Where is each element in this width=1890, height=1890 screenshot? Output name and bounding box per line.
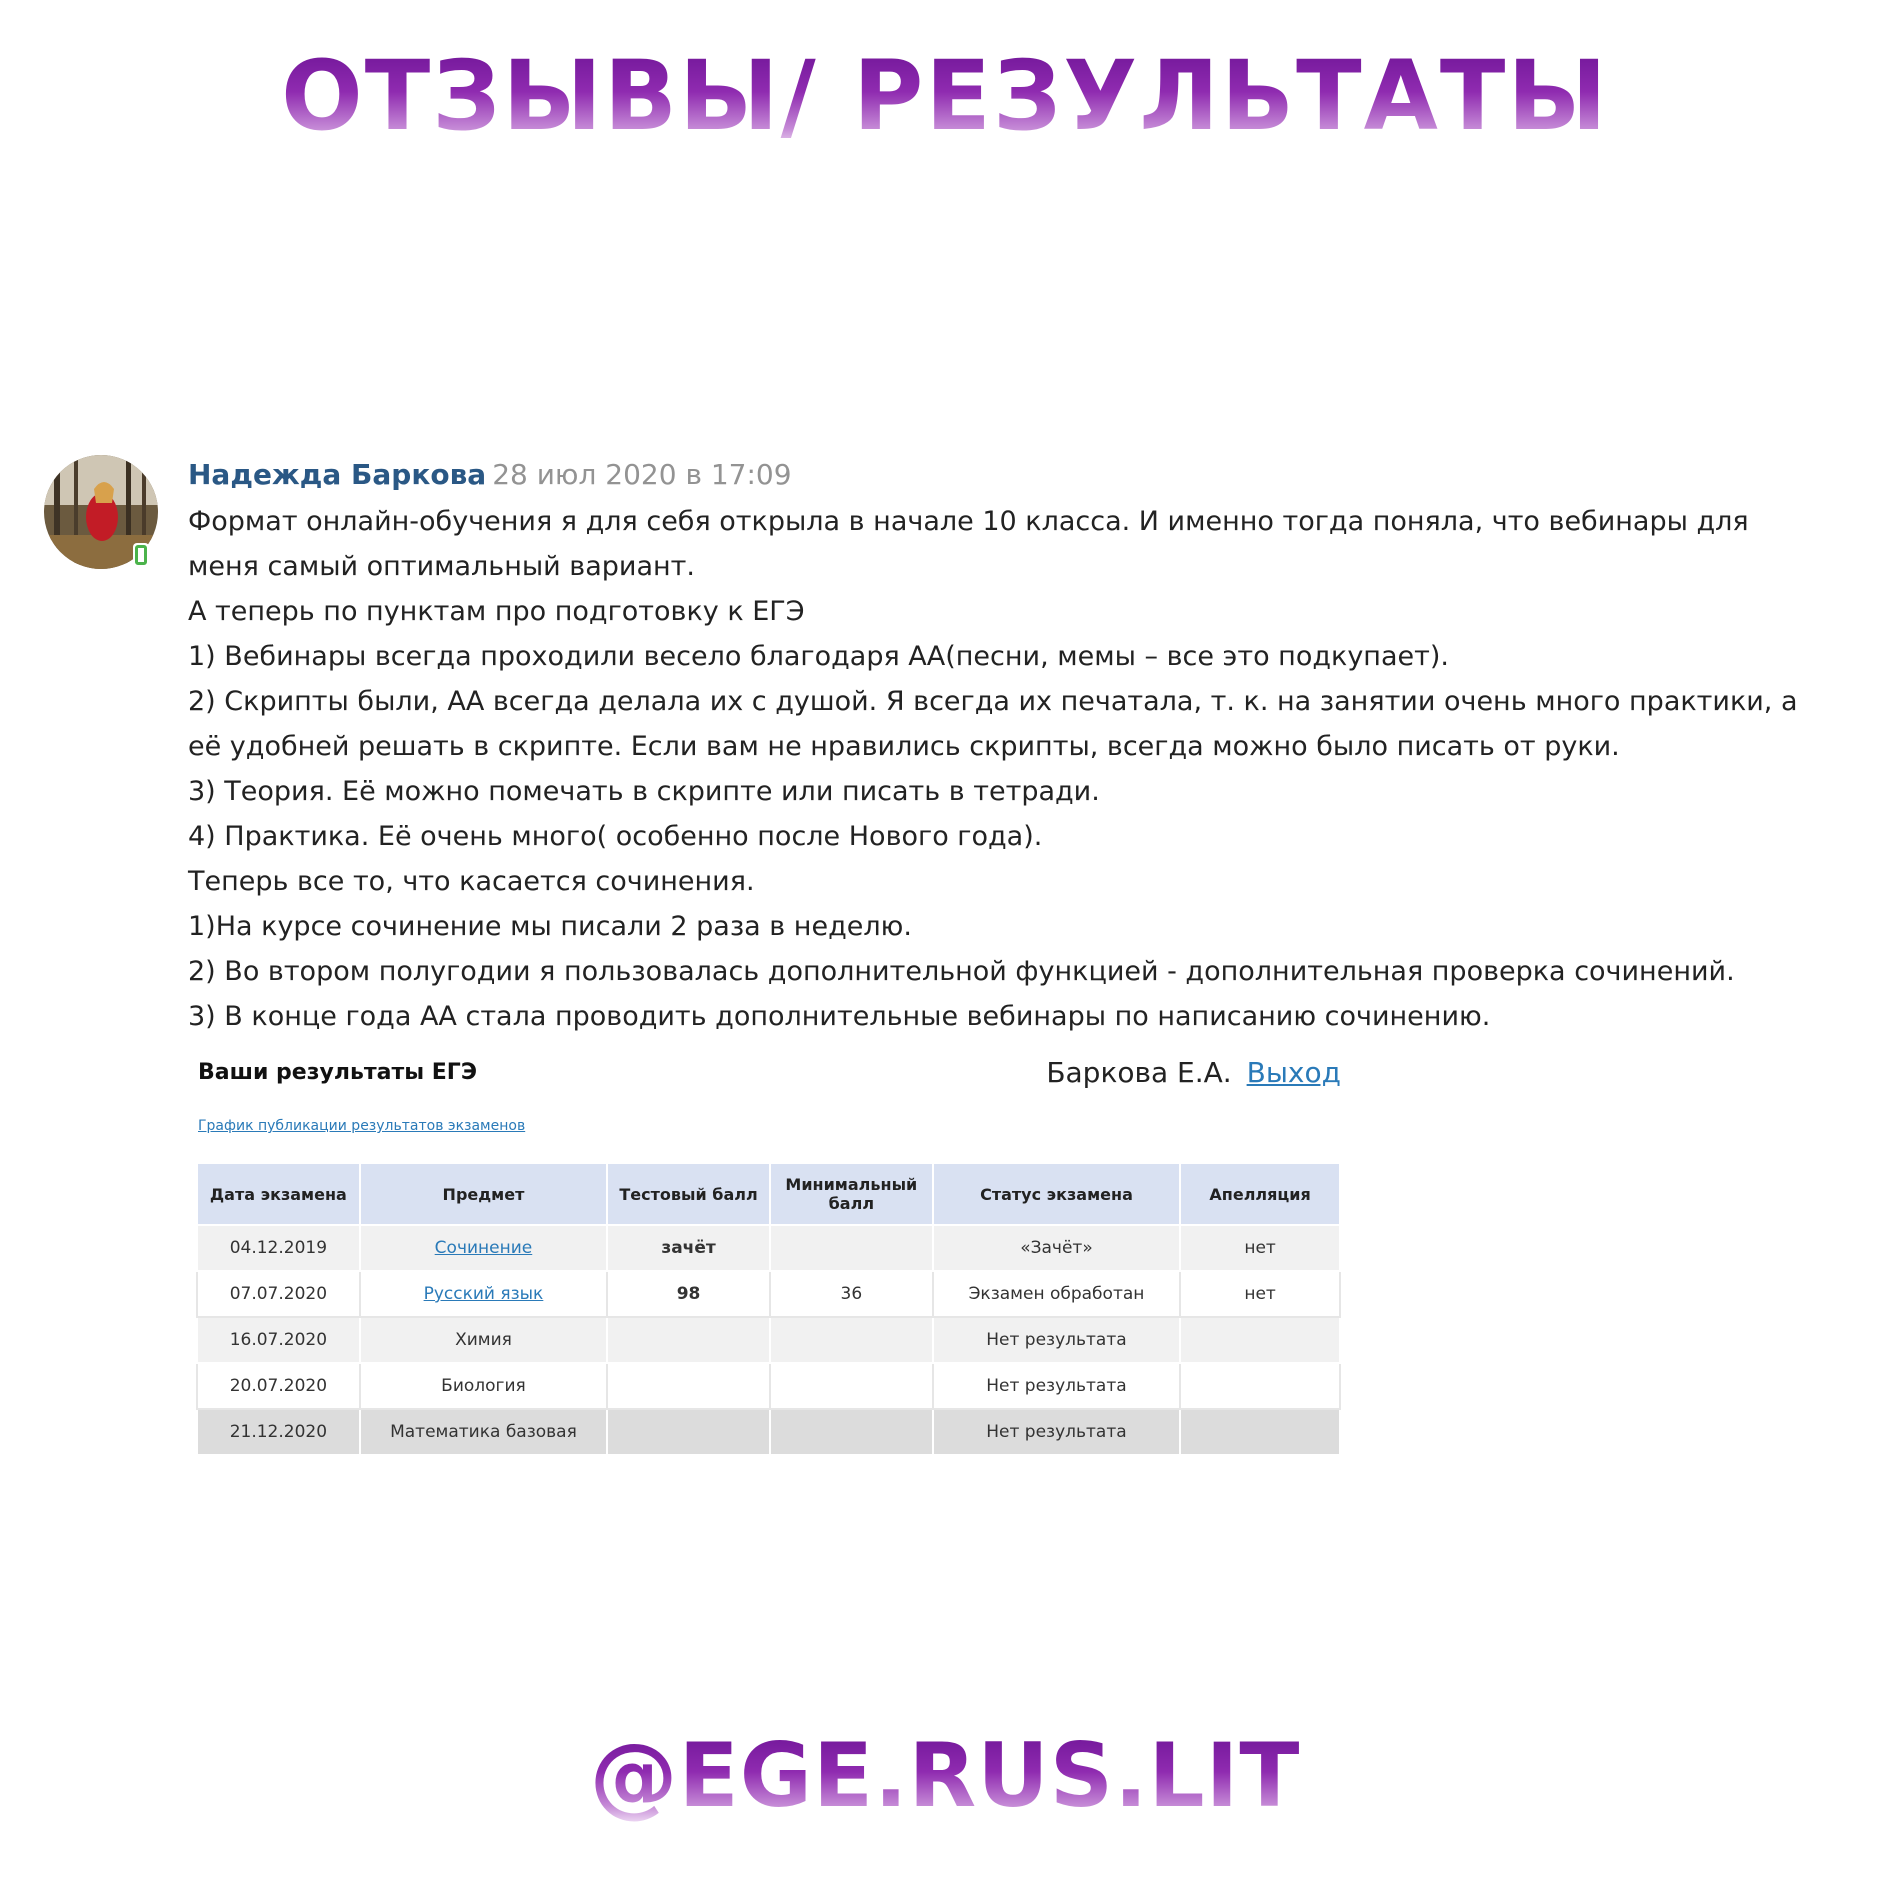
user-name: Баркова Е.А.	[1046, 1056, 1232, 1089]
table-row	[197, 1409, 1340, 1455]
test-score	[607, 1363, 770, 1409]
instagram-handle: @EGE.RUS.LIT	[0, 1728, 1890, 1825]
min-score	[770, 1409, 933, 1455]
column-header: Предмет	[360, 1163, 607, 1225]
author-name[interactable]: Надежда Баркова	[188, 458, 487, 491]
column-header: Статус экзамена	[933, 1163, 1180, 1225]
exam-subject: Химия	[360, 1317, 607, 1363]
appeal	[1180, 1409, 1340, 1455]
column-header: Апелляция	[1180, 1163, 1340, 1225]
exam-date: 04.12.2019	[197, 1225, 360, 1271]
exam-status: Нет результата	[933, 1363, 1180, 1409]
online-mobile-icon	[133, 543, 149, 567]
min-score: 36	[770, 1271, 933, 1317]
exam-subject: Биология	[360, 1363, 607, 1409]
post-line: 1)На курсе сочинение мы писали 2 раза в неделю.	[188, 911, 912, 942]
post-line: 2) Во втором полугодии я пользовалась дополнительной функцией - дополнительная проверка сочинений.	[188, 956, 1735, 987]
post-line: 4) Практика. Её очень много( особенно после Нового года).	[188, 821, 1043, 852]
page-title: ОТЗЫВЫ/ РЕЗУЛЬТАТЫ	[0, 44, 1890, 150]
post-line: 1) Вебинары всегда проходили весело благодаря АА(песни, мемы – все это подкупает).	[188, 641, 1449, 672]
post-line: её удобней решать в скрипте. Если вам не нравились скрипты, всегда можно было писать от руки.	[188, 731, 1620, 762]
min-score	[770, 1225, 933, 1271]
exam-subject: Математика базовая	[360, 1409, 607, 1455]
table-header-row	[197, 1163, 1340, 1225]
post-line: 3) В конце года АА стала проводить дополнительные вебинары по написанию сочинению.	[188, 1001, 1491, 1032]
subject-link[interactable]: Сочинение	[434, 1238, 533, 1258]
review-post	[188, 455, 1848, 1039]
logout-link[interactable]: Выход	[1246, 1056, 1341, 1089]
column-header: Дата экзамена	[197, 1163, 360, 1225]
exam-subject	[360, 1271, 607, 1317]
table-row	[197, 1271, 1340, 1317]
post-line: меня самый оптимальный вариант.	[188, 551, 695, 582]
results-table	[196, 1162, 1341, 1456]
subject-link[interactable]: Русский язык	[423, 1284, 544, 1304]
post-line: 2) Скрипты были, АА всегда делала их с душой. Я всегда их печатала, т. к. на занятии очень много практики, а	[188, 686, 1798, 717]
post-line: Формат онлайн-обучения я для себя открыла в начале 10 класса. И именно тогда поняла, что вебинары для	[188, 506, 1749, 537]
table-row	[197, 1225, 1340, 1271]
exam-subject	[360, 1225, 607, 1271]
exam-status: Нет результата	[933, 1409, 1180, 1455]
appeal: нет	[1180, 1271, 1340, 1317]
test-score	[607, 1409, 770, 1455]
appeal	[1180, 1317, 1340, 1363]
exam-date: 21.12.2020	[197, 1409, 360, 1455]
results-user	[1046, 1056, 1341, 1089]
post-line: 3) Теория. Её можно помечать в скрипте или писать в тетради.	[188, 776, 1100, 807]
appeal	[1180, 1363, 1340, 1409]
post-line: Теперь все то, что касается сочинения.	[188, 866, 755, 897]
min-score	[770, 1317, 933, 1363]
column-header: Минимальный балл	[770, 1163, 933, 1225]
exam-status: Экзамен обработан	[933, 1271, 1180, 1317]
schedule-link[interactable]: График публикации результатов экзаменов	[198, 1118, 526, 1134]
exam-date: 20.07.2020	[197, 1363, 360, 1409]
exam-date: 16.07.2020	[197, 1317, 360, 1363]
exam-status: «Зачёт»	[933, 1225, 1180, 1271]
table-row	[197, 1317, 1340, 1363]
post-date[interactable]: 28 июл 2020 в 17:09	[492, 458, 792, 491]
exam-status: Нет результата	[933, 1317, 1180, 1363]
min-score	[770, 1363, 933, 1409]
column-header: Тестовый балл	[607, 1163, 770, 1225]
appeal: нет	[1180, 1225, 1340, 1271]
test-score: 98	[607, 1271, 770, 1317]
table-row	[197, 1363, 1340, 1409]
results-title: Ваши результаты ЕГЭ	[198, 1060, 477, 1085]
post-line: А теперь по пунктам про подготовку к ЕГЭ	[188, 596, 805, 627]
test-score	[607, 1317, 770, 1363]
test-score: зачёт	[607, 1225, 770, 1271]
exam-date: 07.07.2020	[197, 1271, 360, 1317]
post-header	[188, 455, 1848, 495]
